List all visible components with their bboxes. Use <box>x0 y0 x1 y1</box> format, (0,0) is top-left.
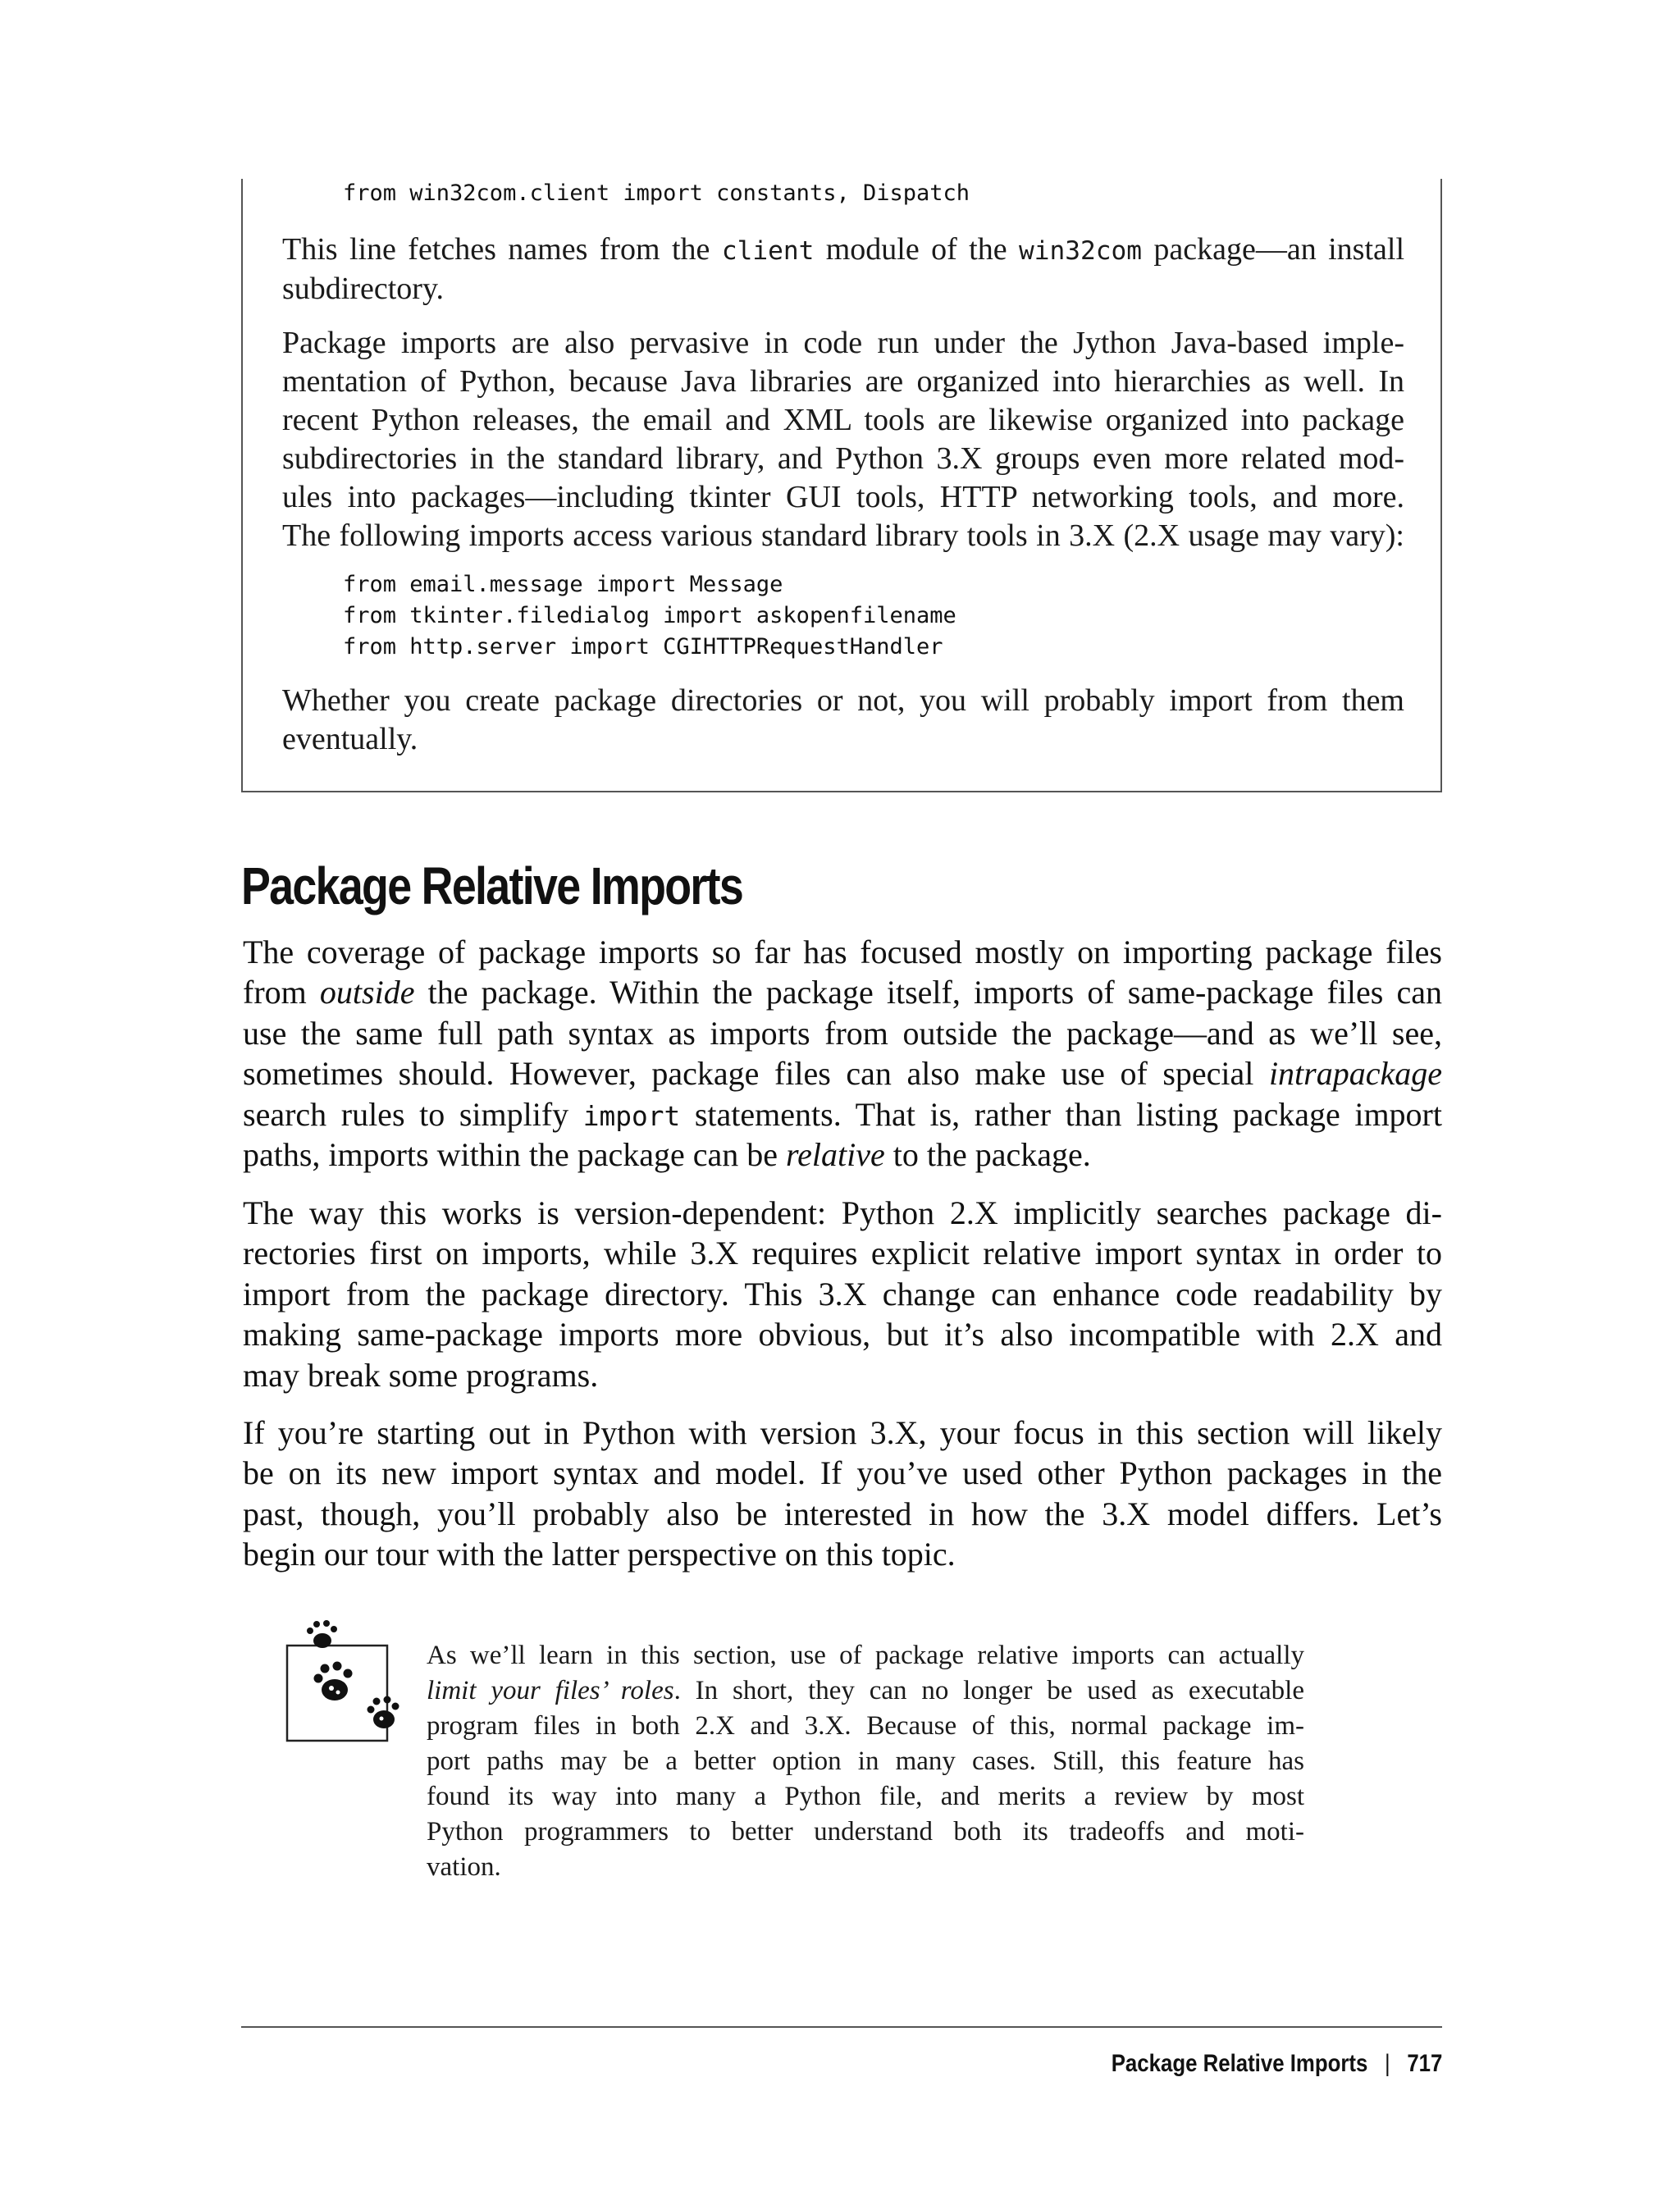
note-text-line: As we’ll learn in this section, use of package relative imports can actually <box>427 1641 1304 1670</box>
sidebar-text-line: ules into packages—including tkinter GUI tools, HTTP networking tools, and more. <box>282 480 1404 514</box>
body-text-line: be on its new import syntax and model. If you’ve used other Python packages in the <box>243 1454 1442 1491</box>
body-text-line: The coverage of package imports so far has focused mostly on importing package files <box>243 934 1442 970</box>
page-footer <box>1111 2048 1442 2080</box>
sidebar-text-line: mentation of Python, because Java libraries are organized into hierarchies as well. In <box>282 364 1404 399</box>
code-line: from http.server import CGIHTTPRequestHandler <box>343 634 943 660</box>
code-line: from email.message import Message <box>343 572 783 597</box>
sidebar-text-line: subdirectory. <box>282 272 444 306</box>
emphasis: relative <box>786 1136 885 1173</box>
paw-prints-icon <box>285 1614 409 1746</box>
note-text-line: port paths may be a better option in many cases. Still, this feature has <box>427 1746 1304 1776</box>
inline-code: import <box>582 1101 681 1132</box>
inline-code: client <box>721 236 815 266</box>
sidebar-text-line: Package imports are also pervasive in code run under the Jython Java-based imple- <box>282 326 1404 360</box>
note-text-line: limit your files’ roles. In short, they can no longer be used as executable <box>427 1676 1304 1705</box>
body-text-line: from outside the package. Within the package itself, imports of same-package files can <box>243 974 1442 1011</box>
body-text-line: begin our tour with the latter perspective on this topic. <box>243 1536 956 1573</box>
sidebar-text-line: The following imports access various standard library tools in 3.X (2.X usage may vary): <box>282 518 1404 553</box>
emphasis: intrapackage <box>1268 1055 1442 1092</box>
code-line: from win32com.client import constants, Dispatch <box>343 180 970 206</box>
body-text-line: sometimes should. However, package files can also make use of special intrapackage <box>243 1055 1442 1092</box>
sidebar-text-line: subdirectories in the standard library, and Python 3.X groups even more related mod- <box>282 441 1404 476</box>
body-text-line: use the same full path syntax as imports from outside the package—and as we’ll see, <box>243 1015 1442 1052</box>
sidebar-text-line: eventually. <box>282 722 418 756</box>
emphasis: limit your files’ roles <box>427 1676 674 1705</box>
sidebar-text-line: Whether you create package directories or not, you will probably import from them <box>282 683 1404 718</box>
body-text-line: rectories first on imports, while 3.X requires explicit relative import syntax in order to <box>243 1235 1442 1271</box>
inline-code: win32com <box>1018 236 1143 266</box>
body-text-line: past, though, you’ll probably also be interested in how the 3.X model differs. Let’s <box>243 1495 1442 1532</box>
body-text-line: making same-package imports more obvious, but it’s also incompatible with 2.X and <box>243 1316 1442 1353</box>
note-text-line: found its way into many a Python file, and merits a review by most <box>427 1782 1304 1811</box>
section-heading: Package Relative Imports <box>241 856 743 915</box>
body-text-line: If you’re starting out in Python with version 3.X, your focus in this section will likely <box>243 1414 1442 1451</box>
page-number: 717 <box>1406 2050 1442 2077</box>
body-text-line: may break some programs. <box>243 1357 599 1394</box>
body-text-line: paths, imports within the package can be relative to the package. <box>243 1136 1091 1173</box>
body-text-line: search rules to simplify import statements. That is, rather than listing package import <box>243 1096 1442 1133</box>
emphasis: outside <box>319 974 415 1011</box>
running-title: Package Relative Imports <box>1111 2050 1367 2077</box>
note-text-line: program files in both 2.X and 3.X. Because of this, normal package im- <box>427 1711 1304 1741</box>
footer-separator: | <box>1384 2050 1390 2077</box>
body-text-line: The way this works is version-dependent: Python 2.X implicitly searches package di- <box>243 1194 1442 1231</box>
body-text-line: import from the package directory. This 3.X change can enhance code readability by <box>243 1276 1442 1312</box>
sidebar-text-line: recent Python releases, the email and XML tools are likewise organized into package <box>282 403 1404 437</box>
note-text-line: Python programmers to better understand both its tradeoffs and moti- <box>427 1817 1304 1847</box>
footer-rule <box>241 2026 1442 2028</box>
code-line: from tkinter.filedialog import askopenfilename <box>343 603 956 628</box>
sidebar-text-line: This line fetches names from the client module of the win32com package—an install <box>282 232 1404 267</box>
note-text-line: vation. <box>427 1852 501 1882</box>
